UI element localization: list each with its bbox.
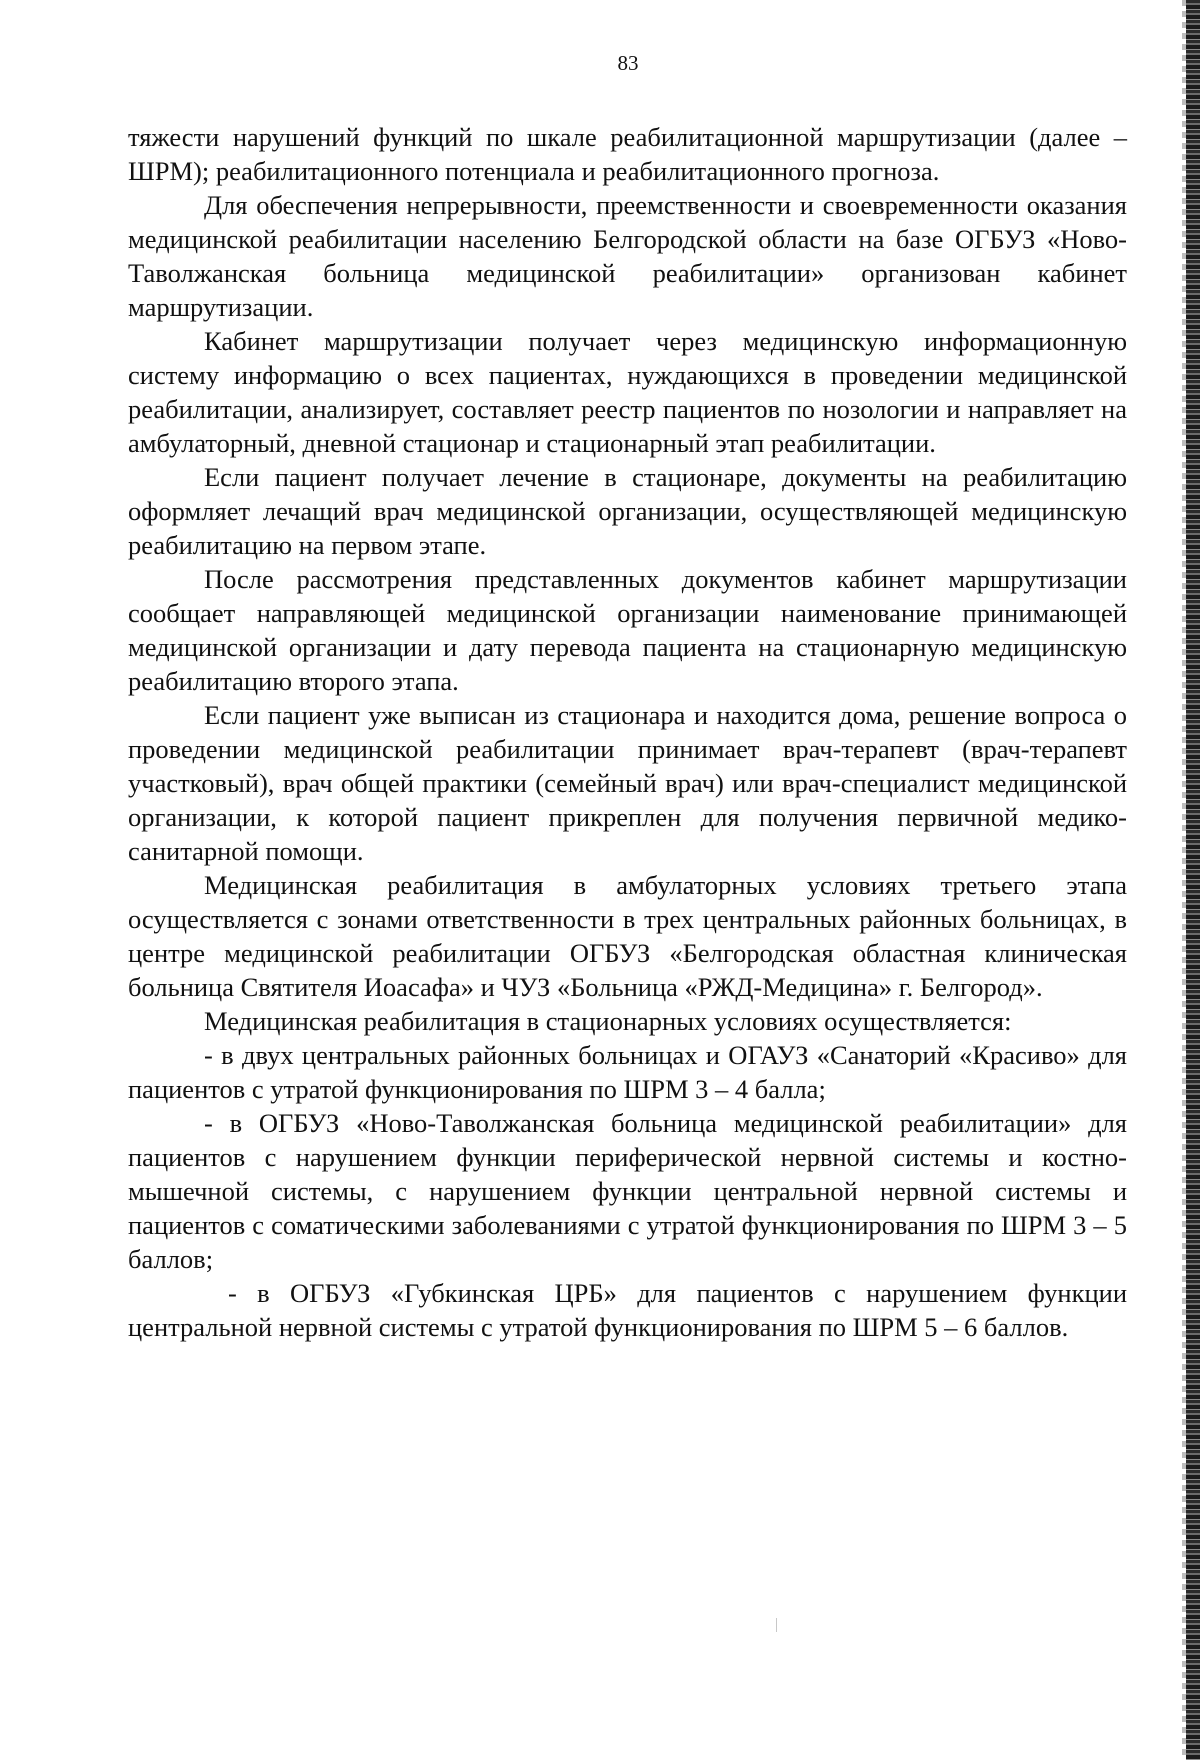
list-item-2: - в ОГБУЗ «Ново-Таволжанская больница медицинской реабилитации» для пациентов с нарушением функции периферической нервной системы и костно-мышечной системы, с нарушением функции центральной нервной системы и пациентов с соматическими заболеваниями с утратой функционирования по ШРМ 3 – 5 баллов; [128,1108,1127,1274]
list-item-1: - в двух центральных районных больницах и ОГАУЗ «Санаторий «Красиво» для пациентов с утратой функционирования по ШРМ 3 – 4 балла; [128,1040,1127,1104]
page-number: 83 [617,51,639,75]
paragraph-6: Если пациент уже выписан из стационара и находится дома, решение вопроса о проведении медицинской реабилитации принимает врач-терапевт (врач-терапевт участковый), врач общей практики (семейный врач) или врач-специалист медицинской организации, к которой пациент прикреплен для получения первичной медико-санитарной помощи. [128,700,1127,866]
paragraph-5: После рассмотрения представленных документов кабинет маршрутизации сообщает направляющей медицинской организации наименование принимающей медицинской организации и дату перевода пациента на стационарную медицинскую реабилитацию второго этапа. [128,564,1127,696]
scan-edge [1186,0,1200,1760]
paragraph-3: Кабинет маршрутизации получает через медицинскую информационную систему информацию о всех пациентах, нуждающихся в проведении медицинской реабилитации, анализирует, составляет реестр пациентов по нозологии и направляет на амбулаторный, дневной стационар и стационарный этап реабилитации. [128,326,1127,458]
document-body [128,120,1127,1344]
paragraph-4: Если пациент получает лечение в стационаре, документы на реабилитацию оформляет лечащий врач медицинской организации, осуществляющей медицинскую реабилитацию на первом этапе. [128,462,1127,560]
paragraph-2: Для обеспечения непрерывности, преемственности и своевременности оказания медицинской реабилитации населению Белгородской области на базе ОГБУЗ «Ново-Таволжанская больница медицинской реабилитации» организован кабинет маршрутизации. [128,190,1127,322]
paragraph-8: Медицинская реабилитация в стационарных условиях осуществляется: [204,1006,1012,1036]
list-item-3: - в ОГБУЗ «Губкинская ЦРБ» для пациентов с нарушением функции центральной нервной системы с утратой функционирования по ШРМ 5 – 6 баллов. [128,1278,1127,1342]
paragraph-1: тяжести нарушений функций по шкале реабилитационной маршрутизации (далее – ШРМ); реабилитационного потенциала и реабилитационного прогноза. [128,122,1127,186]
scan-speck [776,1618,777,1632]
paragraph-7: Медицинская реабилитация в амбулаторных условиях третьего этапа осуществляется с зонами ответственности в трех центральных районных больницах, в центре медицинской реабилитации ОГБУЗ «Белгородская областная клиническая больница Святителя Иоасафа» и ЧУЗ «Больница «РЖД-Медицина» г. Белгород». [128,870,1127,1002]
